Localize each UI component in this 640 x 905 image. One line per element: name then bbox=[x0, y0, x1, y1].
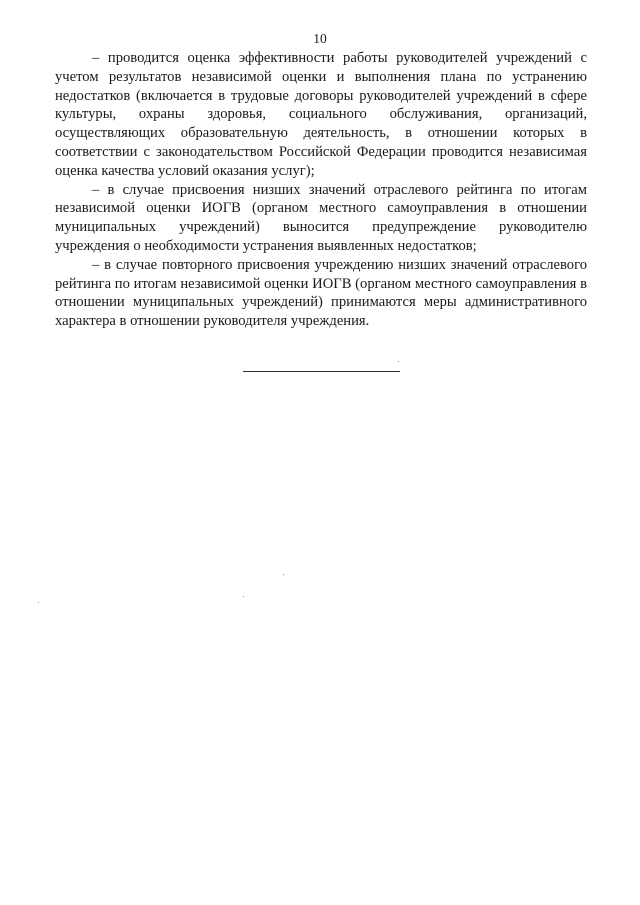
scan-speck bbox=[398, 361, 399, 362]
document-body bbox=[55, 49, 587, 331]
page-number: 10 bbox=[313, 31, 327, 46]
end-of-text-rule bbox=[243, 371, 400, 372]
paragraph-warning-to-director: – в случае присвоения низших значений отраслевого рейтинга по итогам независимой оценки ИОГВ (органом местного самоуправления в отношении муниципальных учреждений) выносится предупреждение руководителю учреждения о необходимости устранения выявленных недостатков; bbox=[55, 181, 587, 254]
paragraph-administrative-measures: – в случае повторного присвоения учреждению низших значений отраслевого рейтинга по итогам независимой оценки ИОГВ (органом местного самоуправления в отношении муниципальных учреждений) принимаются меры административного характера в отношении руководителя учреждения. bbox=[55, 256, 587, 330]
paragraph-efficiency-assessment: – проводится оценка эффективности работы руководителей учреждений с учетом результатов независимой оценки и выполнения плана по устранению недостатков (включается в трудовые договоры руководителей учреждений в сфере культуры, охраны здоровья, социального обслуживания, организаций, осуществляющих образовательную деятельность, в отношении которых в соответствии с законодательством Российской Федерации проводится независимая оценка качества условий оказания услуг); bbox=[55, 50, 587, 179]
scan-speck bbox=[243, 596, 244, 597]
scan-speck bbox=[38, 602, 39, 603]
scan-speck bbox=[283, 574, 284, 575]
